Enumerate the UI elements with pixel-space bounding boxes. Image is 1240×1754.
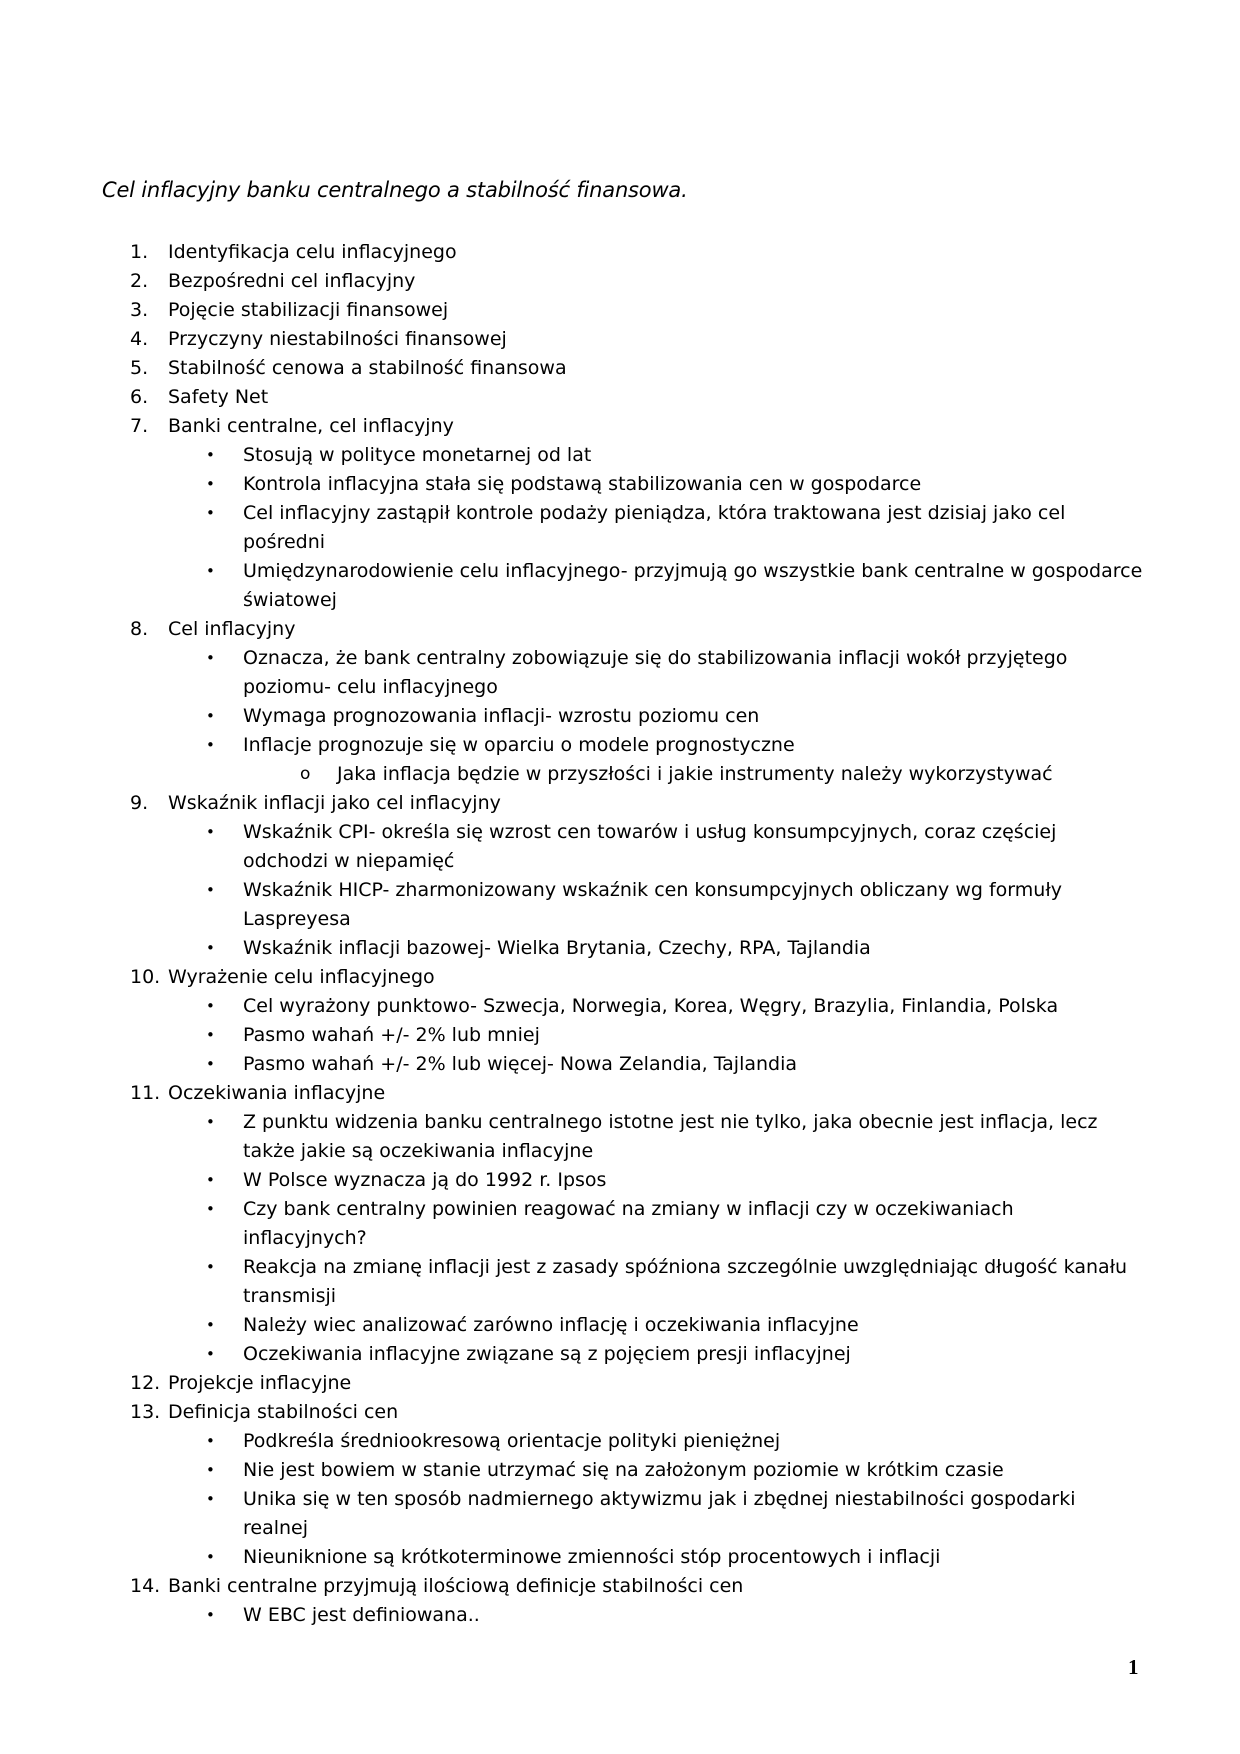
sub-bullet-item [0, 760, 1240, 789]
bullet-icon: • [206, 823, 215, 841]
bullet-text: Nie jest bowiem w stanie utrzymać się na założonym poziomie w krótkim czasie [243, 1459, 1004, 1481]
list-item [0, 1398, 1240, 1427]
bullet-text: Oczekiwania inflacyjne związane są z pojęciem presji inflacyjnej [243, 1343, 851, 1365]
bullet-text: Cel inflacyjny zastąpił kontrole podaży pieniądza, która traktowana jest dzisiaj jako cel pośredni [243, 502, 1066, 553]
list-item [0, 615, 1240, 644]
bullet-icon: • [206, 446, 215, 464]
bullet-item [0, 818, 1240, 876]
circle-bullet-icon: o [300, 764, 311, 784]
bullet-item [0, 731, 1240, 760]
bullet-icon: • [206, 504, 215, 522]
list-item [0, 1369, 1240, 1398]
list-item [0, 383, 1240, 412]
bullet-item [0, 441, 1240, 470]
item-text: Bezpośredni cel inflacyjny [168, 270, 416, 292]
bullet-item [0, 702, 1240, 731]
item-number: 8. [130, 618, 149, 640]
outline-list [0, 238, 1240, 1630]
bullet-item [0, 1427, 1240, 1456]
bullet-icon: • [206, 1548, 215, 1566]
bullet-text: Umiędzynarodowienie celu inflacyjnego- przyjmują go wszystkie bank centralne w gospodarce światowej [243, 560, 1143, 611]
bullet-item [0, 1050, 1240, 1079]
bullet-text: Unika się w ten sposób nadmiernego aktywizmu jak i zbędnej niestabilności gospodarki realnej [243, 1488, 1076, 1539]
bullet-icon: • [206, 1055, 215, 1073]
bullet-text: Kontrola inflacyjna stała się podstawą stabilizowania cen w gospodarce [243, 473, 922, 495]
item-number: 7. [130, 415, 149, 437]
item-number: 2. [130, 270, 149, 292]
item-number: 10. [130, 966, 161, 988]
bullet-text: Wymaga prognozowania inflacji- wzrostu poziomu cen [243, 705, 760, 727]
bullet-icon: • [206, 1461, 215, 1479]
bullet-text: Pasmo wahań +/- 2% lub więcej- Nowa Zelandia, Tajlandia [243, 1053, 798, 1075]
bullet-item [0, 1485, 1240, 1543]
bullet-icon: • [206, 475, 215, 493]
page-number: 1 [1128, 1655, 1139, 1679]
item-number: 13. [130, 1401, 161, 1423]
item-text: Banki centralne przyjmują ilościową definicje stabilności cen [168, 1575, 744, 1597]
bullet-item [0, 1253, 1240, 1311]
bullet-item [0, 1543, 1240, 1572]
item-number: 9. [130, 792, 149, 814]
bullet-text: Należy wiec analizować zarówno inflację i oczekiwania inflacyjne [243, 1314, 859, 1336]
bullet-text: Wskaźnik HICP- zharmonizowany wskaźnik cen konsumpcyjnych obliczany wg formuły Laspreyesa [243, 879, 1062, 930]
item-text: Definicja stabilności cen [168, 1401, 399, 1423]
bullet-icon: • [206, 1026, 215, 1044]
bullet-text: Inflacje prognozuje się w oparciu o modele prognostyczne [243, 734, 795, 756]
bullet-icon: • [206, 881, 215, 899]
list-item [0, 238, 1240, 267]
bullet-icon: • [206, 1606, 215, 1624]
item-text: Wyrażenie celu inflacyjnego [168, 966, 435, 988]
bullet-item [0, 992, 1240, 1021]
list-item [0, 412, 1240, 441]
item-number: 12. [130, 1372, 161, 1394]
list-item [0, 296, 1240, 325]
bullet-text: Nieuniknione są krótkoterminowe zmienności stóp procentowych i inflacji [243, 1546, 941, 1568]
bullet-item [0, 934, 1240, 963]
item-text: Pojęcie stabilizacji finansowej [168, 299, 449, 321]
bullet-item [0, 1601, 1240, 1630]
bullet-item [0, 876, 1240, 934]
bullet-icon: • [206, 1490, 215, 1508]
bullet-text: Wskaźnik CPI- określa się wzrost cen towarów i usług konsumpcyjnych, coraz częściej odchodzi w niepamięć [243, 821, 1057, 872]
bullet-text: Reakcja na zmianę inflacji jest z zasady spóźniona szczególnie uwzględniając długość kanału transmisji [243, 1256, 1128, 1307]
item-text: Przyczyny niestabilności finansowej [168, 328, 507, 350]
bullet-text: W EBC jest definiowana.. [243, 1604, 480, 1626]
item-text: Oczekiwania inflacyjne [168, 1082, 386, 1104]
list-item [0, 354, 1240, 383]
bullet-item [0, 644, 1240, 702]
bullet-text: Podkreśla średniookresową orientacje polityki pieniężnej [243, 1430, 781, 1452]
bullet-icon: • [206, 736, 215, 754]
bullet-text: Stosują w polityce monetarnej od lat [243, 444, 592, 466]
bullet-icon: • [206, 1171, 215, 1189]
bullet-icon: • [206, 997, 215, 1015]
bullet-icon: • [206, 649, 215, 667]
bullet-item [0, 1108, 1240, 1166]
bullet-icon: • [206, 939, 215, 957]
list-item [0, 325, 1240, 354]
bullet-item [0, 499, 1240, 557]
bullet-text: Oznacza, że bank centralny zobowiązuje się do stabilizowania inflacji wokół przyjętego poziomu- celu inflacyjnego [243, 647, 1068, 698]
item-text: Wskaźnik inflacji jako cel inflacyjny [168, 792, 501, 814]
bullet-item [0, 1195, 1240, 1253]
list-item [0, 789, 1240, 818]
item-text: Cel inflacyjny [168, 618, 296, 640]
item-number: 6. [130, 386, 149, 408]
bullet-icon: • [206, 1113, 215, 1131]
item-text: Banki centralne, cel inflacyjny [168, 415, 454, 437]
item-number: 14. [130, 1575, 161, 1597]
bullet-text: Czy bank centralny powinien reagować na zmiany w inflacji czy w oczekiwaniach inflacyjnych? [243, 1198, 1014, 1249]
list-item [0, 963, 1240, 992]
bullet-icon: • [206, 707, 215, 725]
list-item [0, 1079, 1240, 1108]
bullet-icon: • [206, 1316, 215, 1334]
item-number: 5. [130, 357, 149, 379]
item-number: 3. [130, 299, 149, 321]
item-text: Projekcje inflacyjne [168, 1372, 352, 1394]
bullet-text: Cel wyrażony punktowo- Szwecja, Norwegia, Korea, Węgry, Brazylia, Finlandia, Polska [243, 995, 1059, 1017]
bullet-item [0, 557, 1240, 615]
item-number: 4. [130, 328, 149, 350]
bullet-item [0, 1311, 1240, 1340]
item-number: 11. [130, 1082, 161, 1104]
item-number: 1. [130, 241, 149, 263]
bullet-icon: • [206, 1200, 215, 1218]
item-text: Identyfikacja celu inflacyjnego [168, 241, 457, 263]
bullet-item [0, 1166, 1240, 1195]
list-item [0, 1572, 1240, 1601]
bullet-item [0, 470, 1240, 499]
bullet-text: Z punktu widzenia banku centralnego istotne jest nie tylko, jaka obecnie jest inflacja, lecz także jakie są oczekiwania inflacyjne [243, 1111, 1098, 1162]
item-text: Safety Net [168, 386, 269, 408]
bullet-item [0, 1021, 1240, 1050]
bullet-text: W Polsce wyznacza ją do 1992 r. Ipsos [243, 1169, 607, 1191]
bullet-item [0, 1340, 1240, 1369]
bullet-icon: • [206, 1258, 215, 1276]
bullet-icon: • [206, 1345, 215, 1363]
bullet-text: Pasmo wahań +/- 2% lub mniej [243, 1024, 540, 1046]
list-item [0, 267, 1240, 296]
bullet-icon: • [206, 562, 215, 580]
bullet-item [0, 1456, 1240, 1485]
bullet-icon: • [206, 1432, 215, 1450]
bullet-text: Wskaźnik inflacji bazowej- Wielka Brytania, Czechy, RPA, Tajlandia [243, 937, 871, 959]
document-title: Cel inflacyjny banku centralnego a stabilność finansowa. [102, 178, 688, 202]
sub-bullet-text: Jaka inflacja będzie w przyszłości i jakie instrumenty należy wykorzystywać [337, 763, 1053, 785]
item-text: Stabilność cenowa a stabilność finansowa [168, 357, 567, 379]
